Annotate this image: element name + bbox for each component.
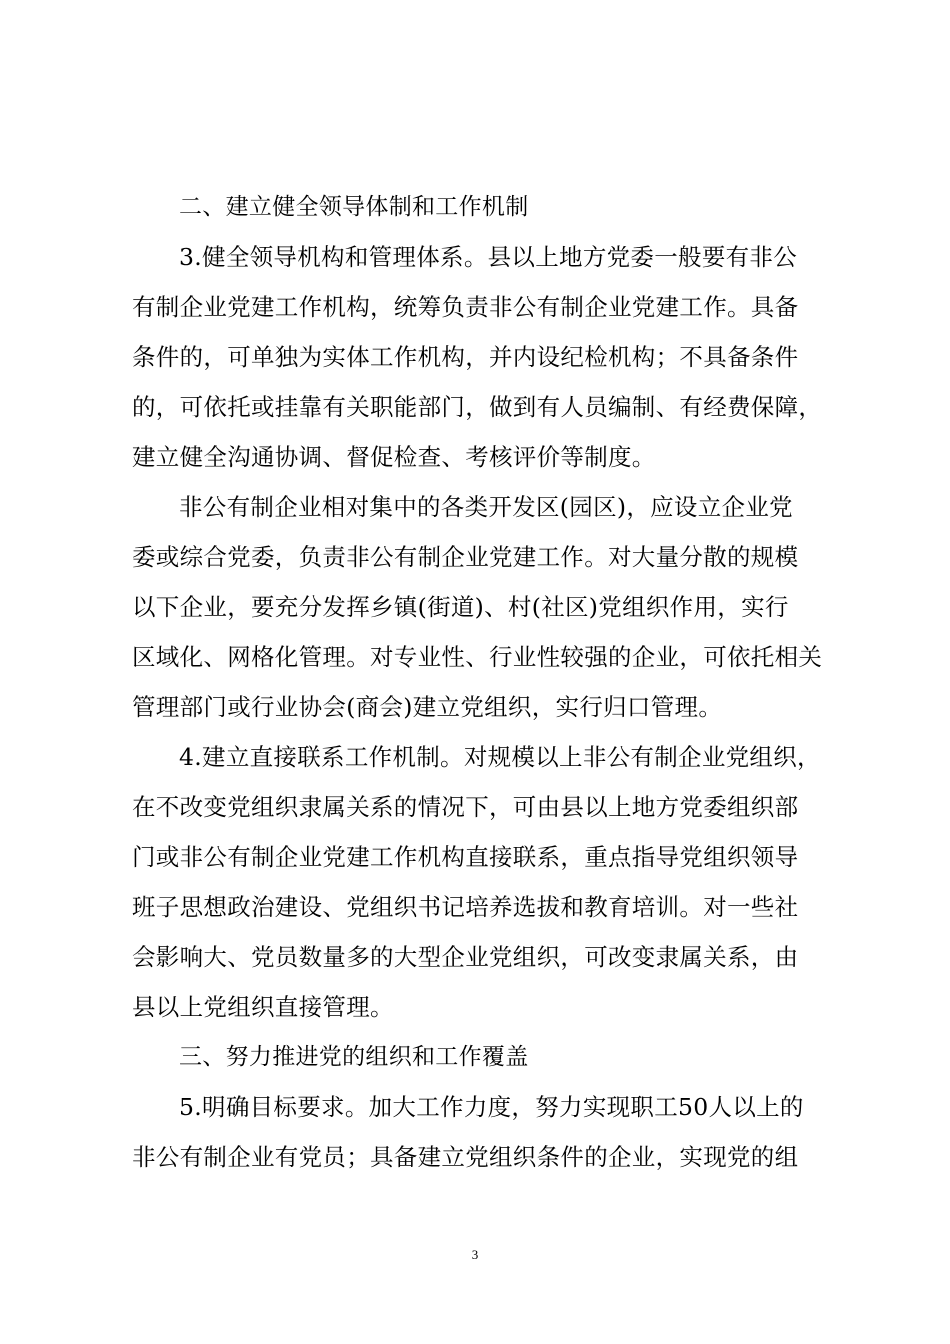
text-line: 门或非公有制企业党建工作机构直接联系，重点指导党组织领导 [132, 843, 799, 871]
text-line: 在不改变党组织隶属关系的情况下，可由县以上地方党委组织部 [132, 793, 799, 821]
text-line: 非公有制企业有党员；具备建立党组织条件的企业，实现党的组 [132, 1143, 799, 1171]
text-line: 以下企业，要充分发挥乡镇(街道)、村(社区)党组织作用，实行 [132, 593, 789, 621]
page-number: 3 [471, 1247, 479, 1262]
text-line: 班子思想政治建设、党组织书记培养选拔和教育培训。对一些社 [132, 893, 799, 921]
text-line: 3.健全领导机构和管理体系。县以上地方党委一般要有非公 [179, 243, 798, 271]
text-line: 非公有制企业相对集中的各类开发区(园区)，应设立企业党 [179, 493, 793, 521]
text-line: 的，可依托或挂靠有关职能部门，做到有人员编制、有经费保障， [132, 393, 823, 421]
text-line: 县以上党组织直接管理。 [132, 993, 394, 1021]
text-line: 建立健全沟通协调、督促检查、考核评价等制度。 [132, 443, 656, 471]
text-line: 4.建立直接联系工作机制。对规模以上非公有制企业党组织， [179, 743, 821, 771]
section-heading: 三、努力推进党的组织和工作覆盖 [179, 1044, 529, 1070]
text-line: 条件的，可单独为实体工作机构，并内设纪检机构；不具备条件 [132, 343, 799, 371]
document-body [132, 182, 832, 1182]
text-line: 5.明确目标要求。加大工作力度，努力实现职工50人以上的 [179, 1093, 804, 1121]
text-line: 有制企业党建工作机构，统筹负责非公有制企业党建工作。具备 [132, 293, 799, 321]
text-line: 会影响大、党员数量多的大型企业党组织，可改变隶属关系，由 [132, 943, 799, 971]
text-line: 区域化、网格化管理。对专业性、行业性较强的企业，可依托相关 [132, 643, 823, 671]
section-heading: 二、建立健全领导体制和工作机制 [179, 194, 529, 220]
text-line: 委或综合党委，负责非公有制企业党建工作。对大量分散的规模 [132, 543, 799, 571]
text-line: 管理部门或行业协会(商会)建立党组织，实行归口管理。 [132, 693, 723, 721]
